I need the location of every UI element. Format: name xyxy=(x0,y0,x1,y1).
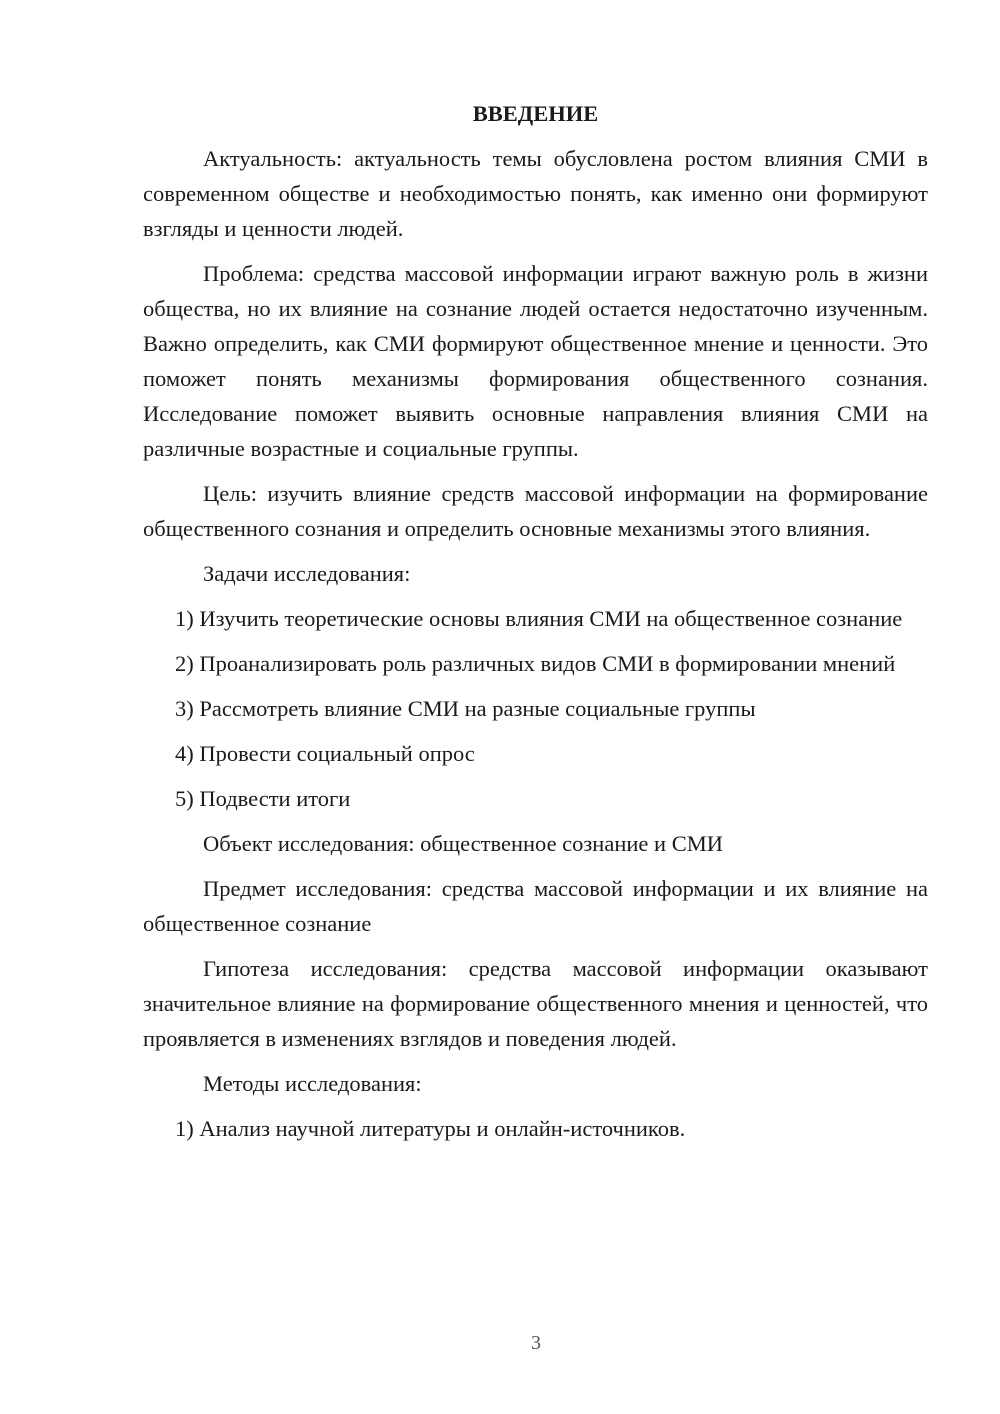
page-content xyxy=(143,96,928,1156)
object-paragraph: Объект исследования: общественное сознание и СМИ xyxy=(203,831,723,856)
relevance-paragraph: Актуальность: актуальность темы обусловлена ростом влияния СМИ в современном обществе и необходимостью понять, как именно они формируют взгляды и ценности людей. xyxy=(143,146,928,241)
subject-paragraph: Предмет исследования: средства массовой информации и их влияние на общественное сознание xyxy=(143,876,928,936)
task-item: 1) Изучить теоретические основы влияния СМИ на общественное сознание xyxy=(175,606,903,631)
task-item: 3) Рассмотреть влияние СМИ на разные социальные группы xyxy=(175,696,756,721)
methods-heading: Методы исследования: xyxy=(203,1071,422,1096)
method-item: 1) Анализ научной литературы и онлайн-источников. xyxy=(175,1116,686,1141)
task-item: 2) Проанализировать роль различных видов СМИ в формировании мнений xyxy=(175,651,896,676)
page-number: 3 xyxy=(531,1332,541,1354)
task-item: 5) Подвести итоги xyxy=(175,786,351,811)
section-title: ВВЕДЕНИЕ xyxy=(472,101,599,126)
tasks-heading: Задачи исследования: xyxy=(203,561,411,586)
hypothesis-paragraph: Гипотеза исследования: средства массовой информации оказывают значительное влияние на формирование общественного мнения и ценностей, что проявляется в изменениях взглядов и поведения людей. xyxy=(143,956,928,1051)
task-item: 4) Провести социальный опрос xyxy=(175,741,475,766)
problem-paragraph: Проблема: средства массовой информации играют важную роль в жизни общества, но их влияние на сознание людей остается недостаточно изученным. Важно определить, как СМИ формируют общественное мнение и ценности. Это поможет понять механизмы формирования общественного сознания. Исследование поможет выявить основные направления влияния СМИ на различные возрастные и социальные группы. xyxy=(143,261,928,461)
goal-paragraph: Цель: изучить влияние средств массовой информации на формирование общественного сознания и определить основные механизмы этого влияния. xyxy=(143,481,928,541)
